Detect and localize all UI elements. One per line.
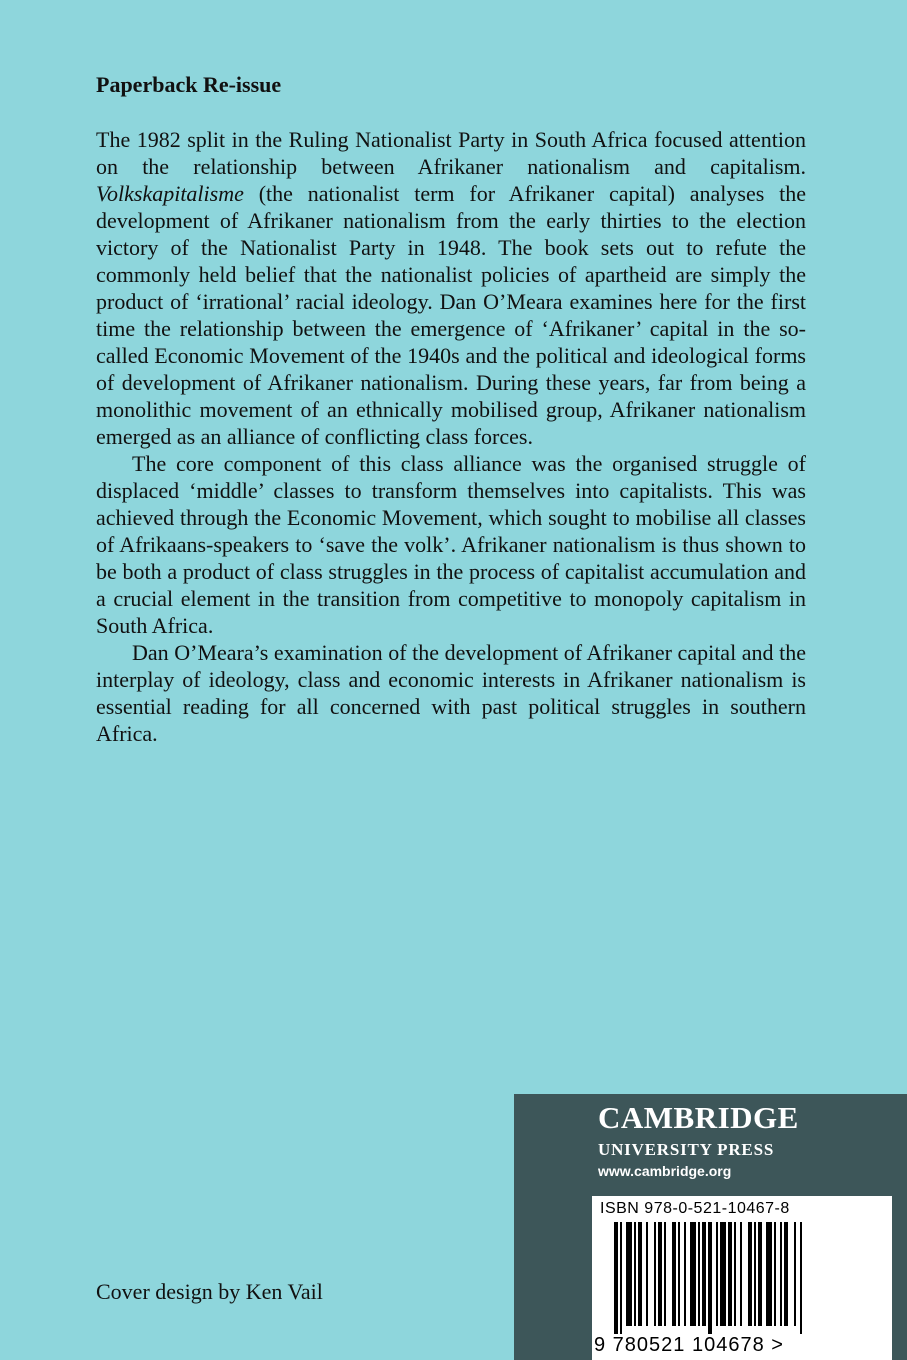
blurb-text	[96, 126, 806, 747]
publisher-panel	[514, 1094, 907, 1360]
publisher-url: www.cambridge.org	[598, 1163, 732, 1179]
barcode-bar	[734, 1222, 736, 1326]
barcode-bar	[684, 1222, 686, 1326]
cover-design-credit: Cover design by Ken Vail	[96, 1279, 323, 1304]
paragraph-1-body: (the nationalist term for Afrikaner capital) analyses the development of Afrikaner nationalism from the early thirties to the election victory of the Nationalist Party in 1948. The book sets out to refute the commonly held belief that the nationalist policies of apartheid are simply the product of ‘irrational’ racial ideology. Dan O’Meara examines here for the first time the relationship between the emergence of ‘Afrikaner’ capital in the so-called Economic Movement of the 1940s and the political and ideological forms of development of Afrikaner nationalism. During these years, far from being a monolithic movement of an ethnically mobilised group, Afrikaner nationalism emerged as an alliance of conflicting class forces.	[96, 181, 806, 449]
barcode-bar	[716, 1222, 718, 1326]
barcode-bar	[638, 1222, 642, 1326]
barcode-bar	[658, 1222, 662, 1326]
barcode-bar	[678, 1222, 680, 1326]
barcode-bar	[654, 1222, 656, 1326]
publisher-name: CAMBRIDGE	[598, 1100, 799, 1135]
barcode-bar	[780, 1222, 782, 1326]
barcode-bar	[620, 1222, 622, 1334]
barcode-bar	[728, 1222, 732, 1326]
barcode-bar	[784, 1222, 788, 1326]
barcode-bar	[708, 1222, 712, 1334]
barcode-bar	[634, 1222, 636, 1326]
barcode-bar	[646, 1222, 648, 1326]
publisher-subtitle: UNIVERSITY PRESS	[598, 1140, 775, 1159]
paragraph-3: Dan O’Meara’s examination of the development of Afrikaner capital and the interplay of ideology, class and economic interests in Afrikaner nationalism is essential reading for all concerned with past political struggles in southern Africa.	[96, 640, 806, 746]
barcode-bar	[794, 1222, 796, 1326]
paragraph-1	[96, 126, 806, 450]
paragraph-1-intro: The 1982 split in the Ruling Nationalist Party in South Africa focused attention on the relationship between Afrikaner nationalism and capitalism.	[96, 127, 806, 179]
barcode-bar	[766, 1222, 772, 1326]
barcode-bar	[754, 1222, 756, 1326]
paragraph-2: The core component of this class alliance was the organised struggle of displaced ‘middle’ classes to transform themselves into capitalists. This was achieved through the Economic Movement, which sought to mobilise all classes of Afrikaans-speakers to ‘save the volk’. Afrikaner nationalism is thus shown to be both a product of class struggles in the process of capitalist accumulation and a crucial element in the transition from competitive to monopoly capitalism in South Africa.	[96, 451, 806, 638]
isbn-label: ISBN 978-0-521-10467-8	[600, 1200, 790, 1217]
barcode-icon	[614, 1222, 864, 1334]
barcode-bar	[748, 1222, 752, 1326]
barcode-bar	[800, 1222, 802, 1334]
barcode-bar	[720, 1222, 726, 1326]
barcode-bar	[702, 1222, 706, 1326]
barcode-bar	[672, 1222, 676, 1326]
barcode-bar	[614, 1222, 618, 1334]
barcode-digits: 9 780521 104678 >	[594, 1334, 784, 1356]
barcode-bar	[626, 1222, 632, 1326]
barcode-bar	[758, 1222, 762, 1326]
barcode-bar	[664, 1222, 666, 1326]
section-heading: Paperback Re-issue	[96, 72, 282, 97]
book-title-italic: Volkskapitalisme	[96, 181, 244, 206]
barcode-bar	[698, 1222, 700, 1326]
barcode-box	[592, 1196, 892, 1360]
barcode-bar	[690, 1222, 696, 1326]
barcode-bar	[774, 1222, 776, 1326]
barcode-bar	[740, 1222, 742, 1326]
